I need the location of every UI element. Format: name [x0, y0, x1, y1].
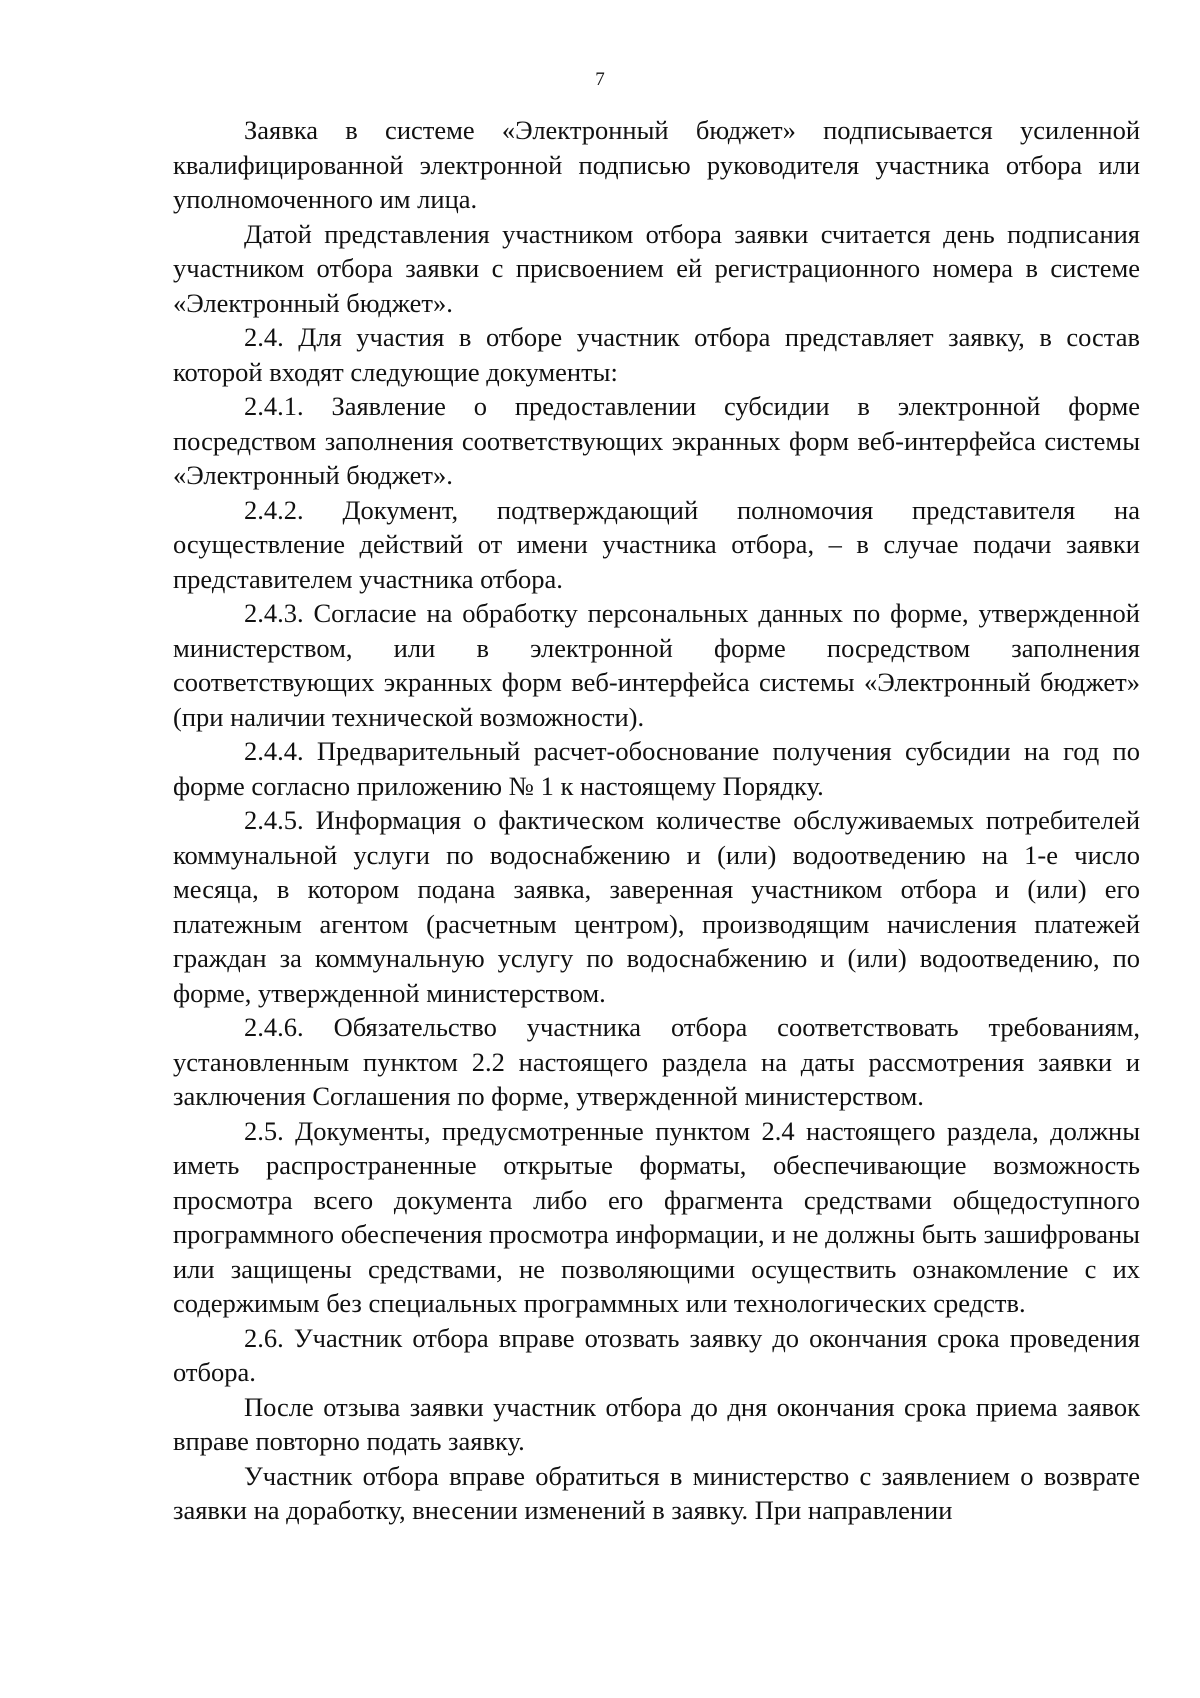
paragraph-application-signature: Заявка в системе «Электронный бюджет» подписывается усиленной квалифицированной электронной подписью руководителя участника отбора или уполномоченного им лица. [173, 115, 1140, 214]
paragraph-2-4-1: 2.4.1. Заявление о предоставлении субсидии в электронной форме посредством заполнения соответствующих экранных форм веб-интерфейса системы «Электронный бюджет». [173, 391, 1140, 490]
paragraph-2-5: 2.5. Документы, предусмотренные пунктом 2.4 настоящего раздела, должны иметь распространенные открытые форматы, обеспечивающие возможность просмотра всего документа либо его фрагмента средствами общедоступного программного обеспечения просмотра информации, и не должны быть зашифрованы или защищены средствами, не позволяющими осуществить ознакомление с их содержимым без специальных программных или технологических средств. [173, 1115, 1140, 1318]
paragraph-return-for-revision: Участник отбора вправе обратиться в министерство с заявлением о возврате заявки на доработку, внесении изменений в заявку. При направлении [173, 1460, 1140, 1525]
paragraph-2-4-6: 2.4.6. Обязательство участника отбора соответствовать требованиям, установленным пунктом 2.2 настоящего раздела на даты рассмотрения заявки и заключения Соглашения по форме, утвержденной министерством. [173, 1012, 1140, 1111]
page-number: 7 [595, 69, 605, 90]
paragraph-2-4: 2.4. Для участия в отборе участник отбора представляет заявку, в состав которой входят следующие документы: [173, 322, 1140, 387]
paragraph-2-6: 2.6. Участник отбора вправе отозвать заявку до окончания срока проведения отбора. [173, 1322, 1140, 1387]
paragraph-2-4-4: 2.4.4. Предварительный расчет-обоснование получения субсидии на год по форме согласно приложению № 1 к настоящему Порядку. [173, 736, 1140, 801]
paragraph-resubmission: После отзыва заявки участник отбора до дня окончания срока приема заявок вправе повторно подать заявку. [173, 1391, 1140, 1456]
document-body [173, 113, 1140, 1528]
paragraph-submission-date: Датой представления участником отбора заявки считается день подписания участником отбора заявки с присвоением ей регистрационного номера в системе «Электронный бюджет». [173, 218, 1140, 318]
paragraph-2-4-2: 2.4.2. Документ, подтверждающий полномочия представителя на осуществление действий от имени участника отбора, – в случае подачи заявки представителем участника отбора. [173, 494, 1140, 594]
paragraph-2-4-3: 2.4.3. Согласие на обработку персональных данных по форме, утвержденной министерством, или в электронной форме посредством заполнения соответствующих экранных форм веб-интерфейса системы «Электронный бюджет» (при наличии технической возможности). [173, 598, 1140, 732]
paragraph-2-4-5: 2.4.5. Информация о фактическом количестве обслуживаемых потребителей коммунальной услуги по водоснабжению и (или) водоотведению на 1-е число месяца, в котором подана заявка, заверенная участником отбора и (или) его платежным агентом (расчетным центром), производящим начисления платежей граждан за коммунальную услугу по водоснабжению и (или) водоотведению, по форме, утвержденной министерством. [173, 805, 1140, 1008]
